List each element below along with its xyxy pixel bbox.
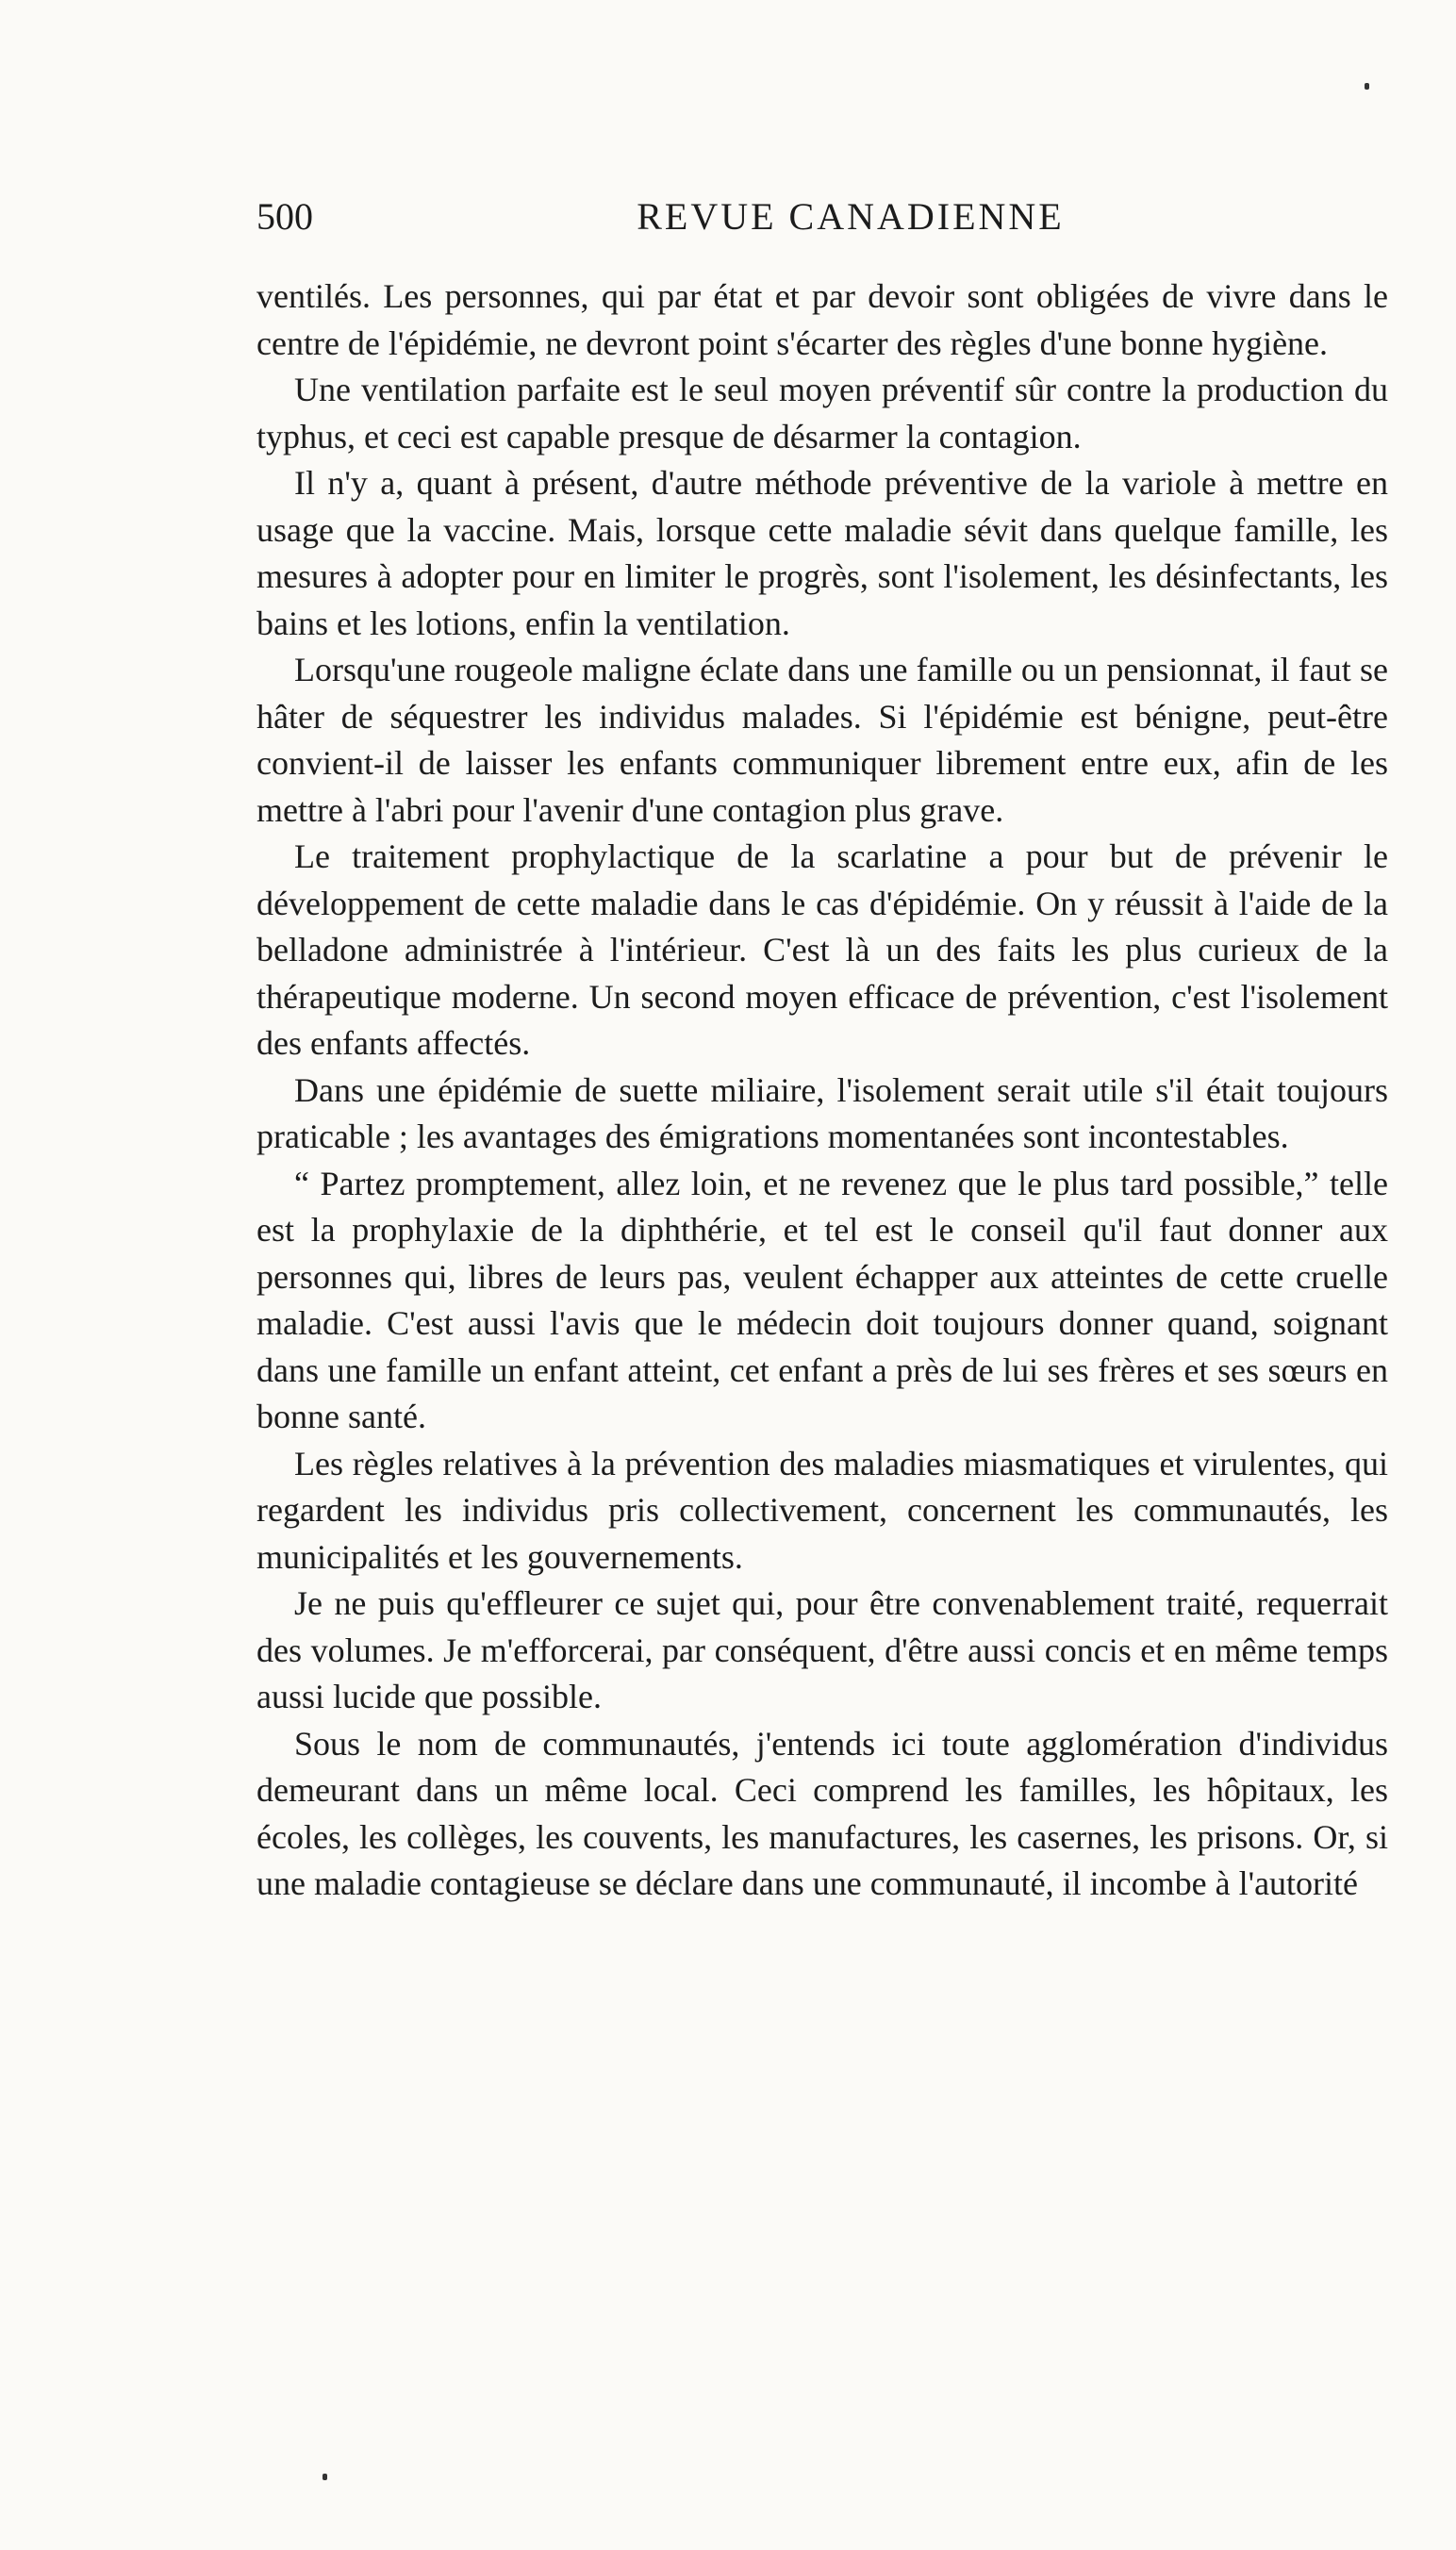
running-head (256, 189, 1388, 245)
paragraph-3: Il n'y a, quant à présent, d'autre méthode préventive de la variole à mettre en usage que la vaccine. Mais, lorsque cette maladie sévit dans quelque famille, les mesures à adopter pour en limiter le progrès, sont l'isolement, les désinfectants, les bains et les lotions, enfin la ventilation. (256, 464, 1388, 642)
ink-speck-bottom (323, 2474, 327, 2480)
paragraph-1: ventilés. Les personnes, qui par état et par devoir sont obligées de vivre dans le centre de l'épidémie, ne devront point s'écarter des règles d'une bonne hygiène. (256, 277, 1388, 362)
paragraph-5: Le traitement prophylactique de la scarlatine a pour but de prévenir le développement de cette maladie dans le cas d'épidémie. On y réussit à l'aide de la belladone administrée à l'intérieur. C'est là un des faits les plus curieux de la thérapeutique moderne. Un second moyen efficace de prévention, c'est l'isolement des enfants affectés. (256, 837, 1388, 1062)
paragraph-7: “ Partez promptement, allez loin, et ne revenez que le plus tard possible,” telle est la prophylaxie de la diphthérie, et tel est le conseil qu'il faut donner aux personnes qui, libres de leurs pas, veulent échapper aux atteintes de cette cruelle maladie. C'est aussi l'avis que le médecin doit toujours donner quand, soignant dans une famille un enfant atteint, cet enfant a près de lui ses frères et ses sœurs en bonne santé. (256, 1164, 1388, 1435)
journal-title: REVUE CANADIENNE (637, 195, 1065, 238)
ink-speck-top (1365, 83, 1369, 90)
paragraph-4: Lorsqu'une rougeole maligne éclate dans une famille ou un pensionnat, il faut se hâter de séquestrer les individus malades. Si l'épidémie est bénigne, peut-être convient-il de laisser les enfants communiquer librement entre eux, afin de les mettre à l'abri pour l'avenir d'une contagion plus grave. (256, 651, 1388, 829)
paragraph-9: Je ne puis qu'effleurer ce sujet qui, pour être convenablement traité, requerrait des volumes. Je m'efforcerai, par conséquent, d'être aussi concis et en même temps aussi lucide que possible. (256, 1584, 1388, 1715)
paragraph-6: Dans une épidémie de suette miliaire, l'isolement serait utile s'il était toujours praticable ; les avantages des émigrations momentanées sont incontestables. (256, 1070, 1388, 1155)
book-page (256, 189, 1388, 1908)
paragraph-8: Les règles relatives à la prévention des maladies miasmatiques et virulentes, qui regardent les individus pris collectivement, concernent les communautés, les municipalités et les gouvernements. (256, 1444, 1388, 1576)
paragraph-10: Sous le nom de communautés, j'entends ici toute agglomération d'individus demeurant dans un même local. Ceci comprend les familles, les hôpitaux, les écoles, les collèges, les couvents, les manufactures, les casernes, les prisons. Or, si une maladie contagieuse se déclare dans une communauté, il incombe à l'autorité (256, 1724, 1388, 1902)
body-text (256, 273, 1388, 1908)
paragraph-2: Une ventilation parfaite est le seul moyen préventif sûr contre la production du typhus, et ceci est capable presque de désarmer la contagion. (256, 371, 1388, 455)
page-number: 500 (256, 195, 313, 238)
